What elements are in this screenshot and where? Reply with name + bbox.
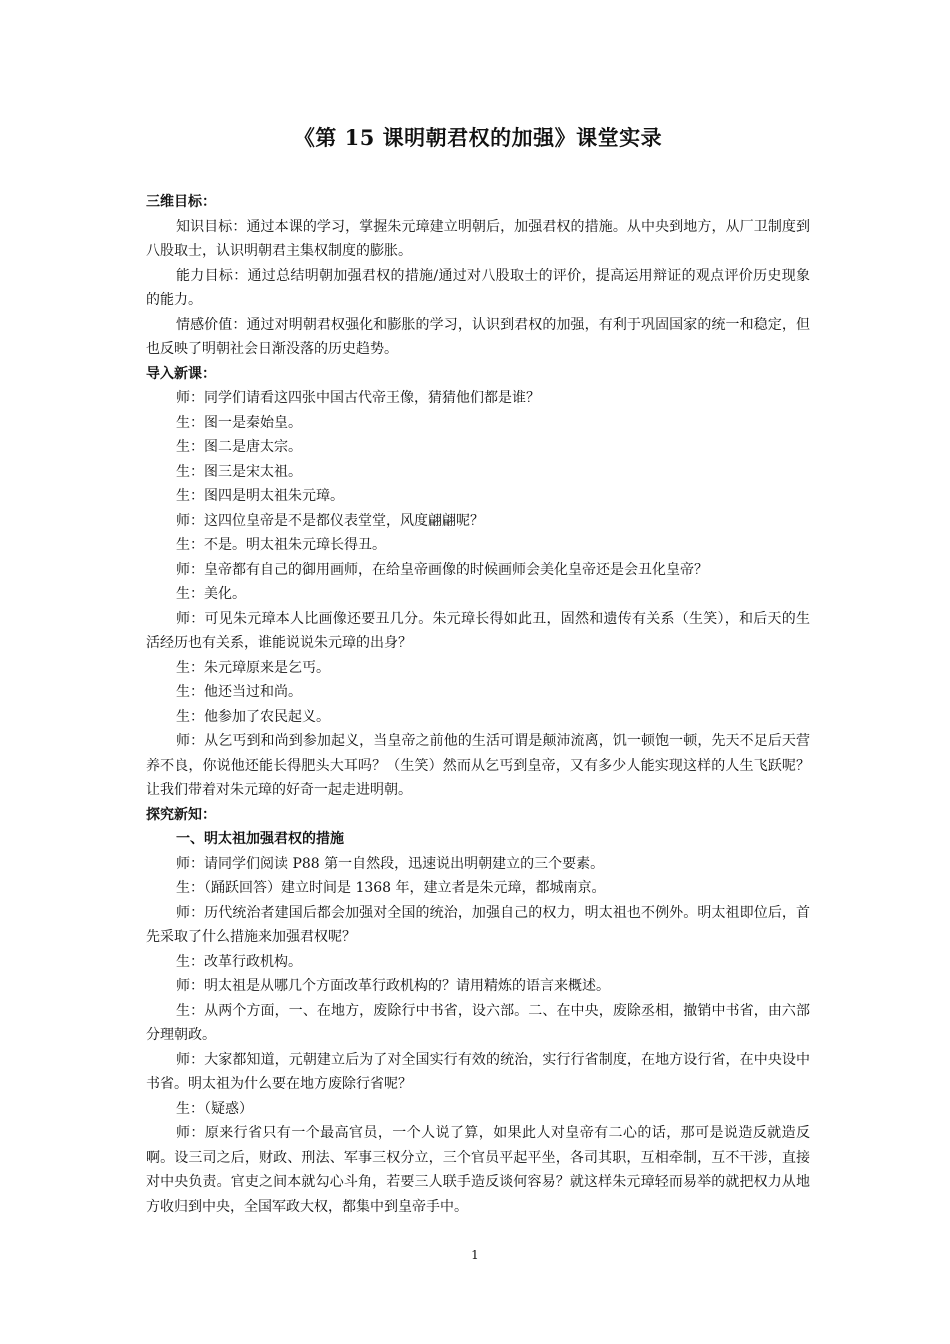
dialogue-line: 师：可见朱元璋本人比画像还要丑几分。朱元璋长得如此丑，固然和遗传有关系（生笑），和后天的生活经历也有关系，谁能说说朱元璋的出身？ [146, 610, 810, 651]
dialogue-line: 师：明太祖是从哪几个方面改革行政机构的？请用精炼的语言来概述。 [176, 978, 610, 994]
dialogue-line: 师：这四位皇帝是不是都仪表堂堂，风度翩翩呢？ [176, 512, 484, 529]
dialogue-line: 师：皇帝都有自己的御用画师，在给皇帝画像的时候画师会美化皇帝还是会丑化皇帝？ [176, 561, 708, 578]
dialogue-line: 生：美化。 [176, 586, 246, 602]
page-number: 1 [471, 1248, 479, 1262]
dialogue-line: 师：请同学们阅读 P88 第一自然段，迅速说出明朝建立的三个要素。 [176, 855, 605, 872]
section-heading-exploration: 探究新知： [146, 806, 216, 823]
dialogue-line: 生：（踊跃回答）建立时间是 1368 年，建立者是朱元璋，都城南京。 [176, 880, 606, 896]
dialogue-line: 生：图四是明太祖朱元璋。 [176, 488, 344, 504]
dialogue-line: 生：图三是宋太祖。 [176, 463, 302, 480]
document-title: 《第 15 课明朝君权的加强》课堂实录 [293, 125, 663, 150]
dialogue-line: 生：不是。明太祖朱元璋长得丑。 [176, 537, 386, 553]
paragraph: 情感价值：通过对明朝君权强化和膨胀的学习，认识到君权的加强，有利于巩固国家的统一和稳定，但也反映了明朝社会日渐没落的历史趋势。 [146, 316, 810, 357]
dialogue-line: 生：他还当过和尚。 [176, 684, 302, 700]
dialogue-line: 生：朱元璋原来是乞丐。 [176, 659, 330, 676]
paragraph: 能力目标：通过总结明朝加强君权的措施/通过对八股取士的评价，提高运用辩证的观点评价历史现象的能力。 [146, 267, 810, 308]
dialogue-line: 生：（疑惑） [176, 1100, 253, 1117]
section-heading-introduction: 导入新课： [146, 365, 216, 382]
dialogue-line: 生：图一是秦始皇。 [176, 414, 302, 431]
dialogue-line: 生：从两个方面，一、在地方，废除行中书省，设六部。二、在中央，废除丞相，撤销中书省，由六部分理朝政。 [146, 1002, 810, 1043]
dialogue-line: 师：从乞丐到和尚到参加起义，当皇帝之前他的生活可谓是颠沛流离，饥一顿饱一顿，先天不足后天营养不良，你说他还能长得肥头大耳吗？（生笑）然而从乞丐到皇帝，又有多少人能实现这样的人生飞跃呢？让我们带着对朱元璋的好奇一起走进明朝。 [146, 733, 810, 798]
dialogue-line: 师：同学们请看这四张中国古代帝王像，猜猜他们都是谁？ [176, 390, 540, 406]
subsection-heading: 一、明太祖加强君权的措施 [176, 831, 344, 847]
dialogue-line: 生：他参加了农民起义。 [176, 708, 330, 725]
dialogue-line: 生：改革行政机构。 [176, 953, 302, 970]
dialogue-line: 生：图二是唐太宗。 [176, 439, 302, 455]
section-heading-objectives: 三维目标： [146, 194, 216, 210]
paragraph: 知识目标：通过本课的学习，掌握朱元璋建立明朝后，加强君权的措施。从中央到地方，从厂卫制度到八股取士，认识明朝君主集权制度的膨胀。 [146, 218, 810, 259]
dialogue-line: 师：原来行省只有一个最高官员，一个人说了算，如果此人对皇帝有二心的话，那可是说造反就造反啊。设三司之后，财政、刑法、军事三权分立，三个官员平起平坐，各司其职，互相牵制，互不干涉，直接对中央负责。官吏之间本就勾心斗角，若要三人联手造反谈何容易？就这样朱元璋轻而易举的就把权力从地方收归到中央，全国军政大权，都集中到皇帝手中。 [146, 1125, 810, 1215]
dialogue-line: 师：大家都知道，元朝建立后为了对全国实行有效的统治，实行行省制度，在地方设行省，在中央设中书省。明太祖为什么要在地方废除行省呢？ [146, 1051, 810, 1092]
dialogue-line: 师：历代统治者建国后都会加强对全国的统治，加强自己的权力，明太祖也不例外。明太祖即位后，首先采取了什么措施来加强君权呢？ [146, 904, 810, 945]
